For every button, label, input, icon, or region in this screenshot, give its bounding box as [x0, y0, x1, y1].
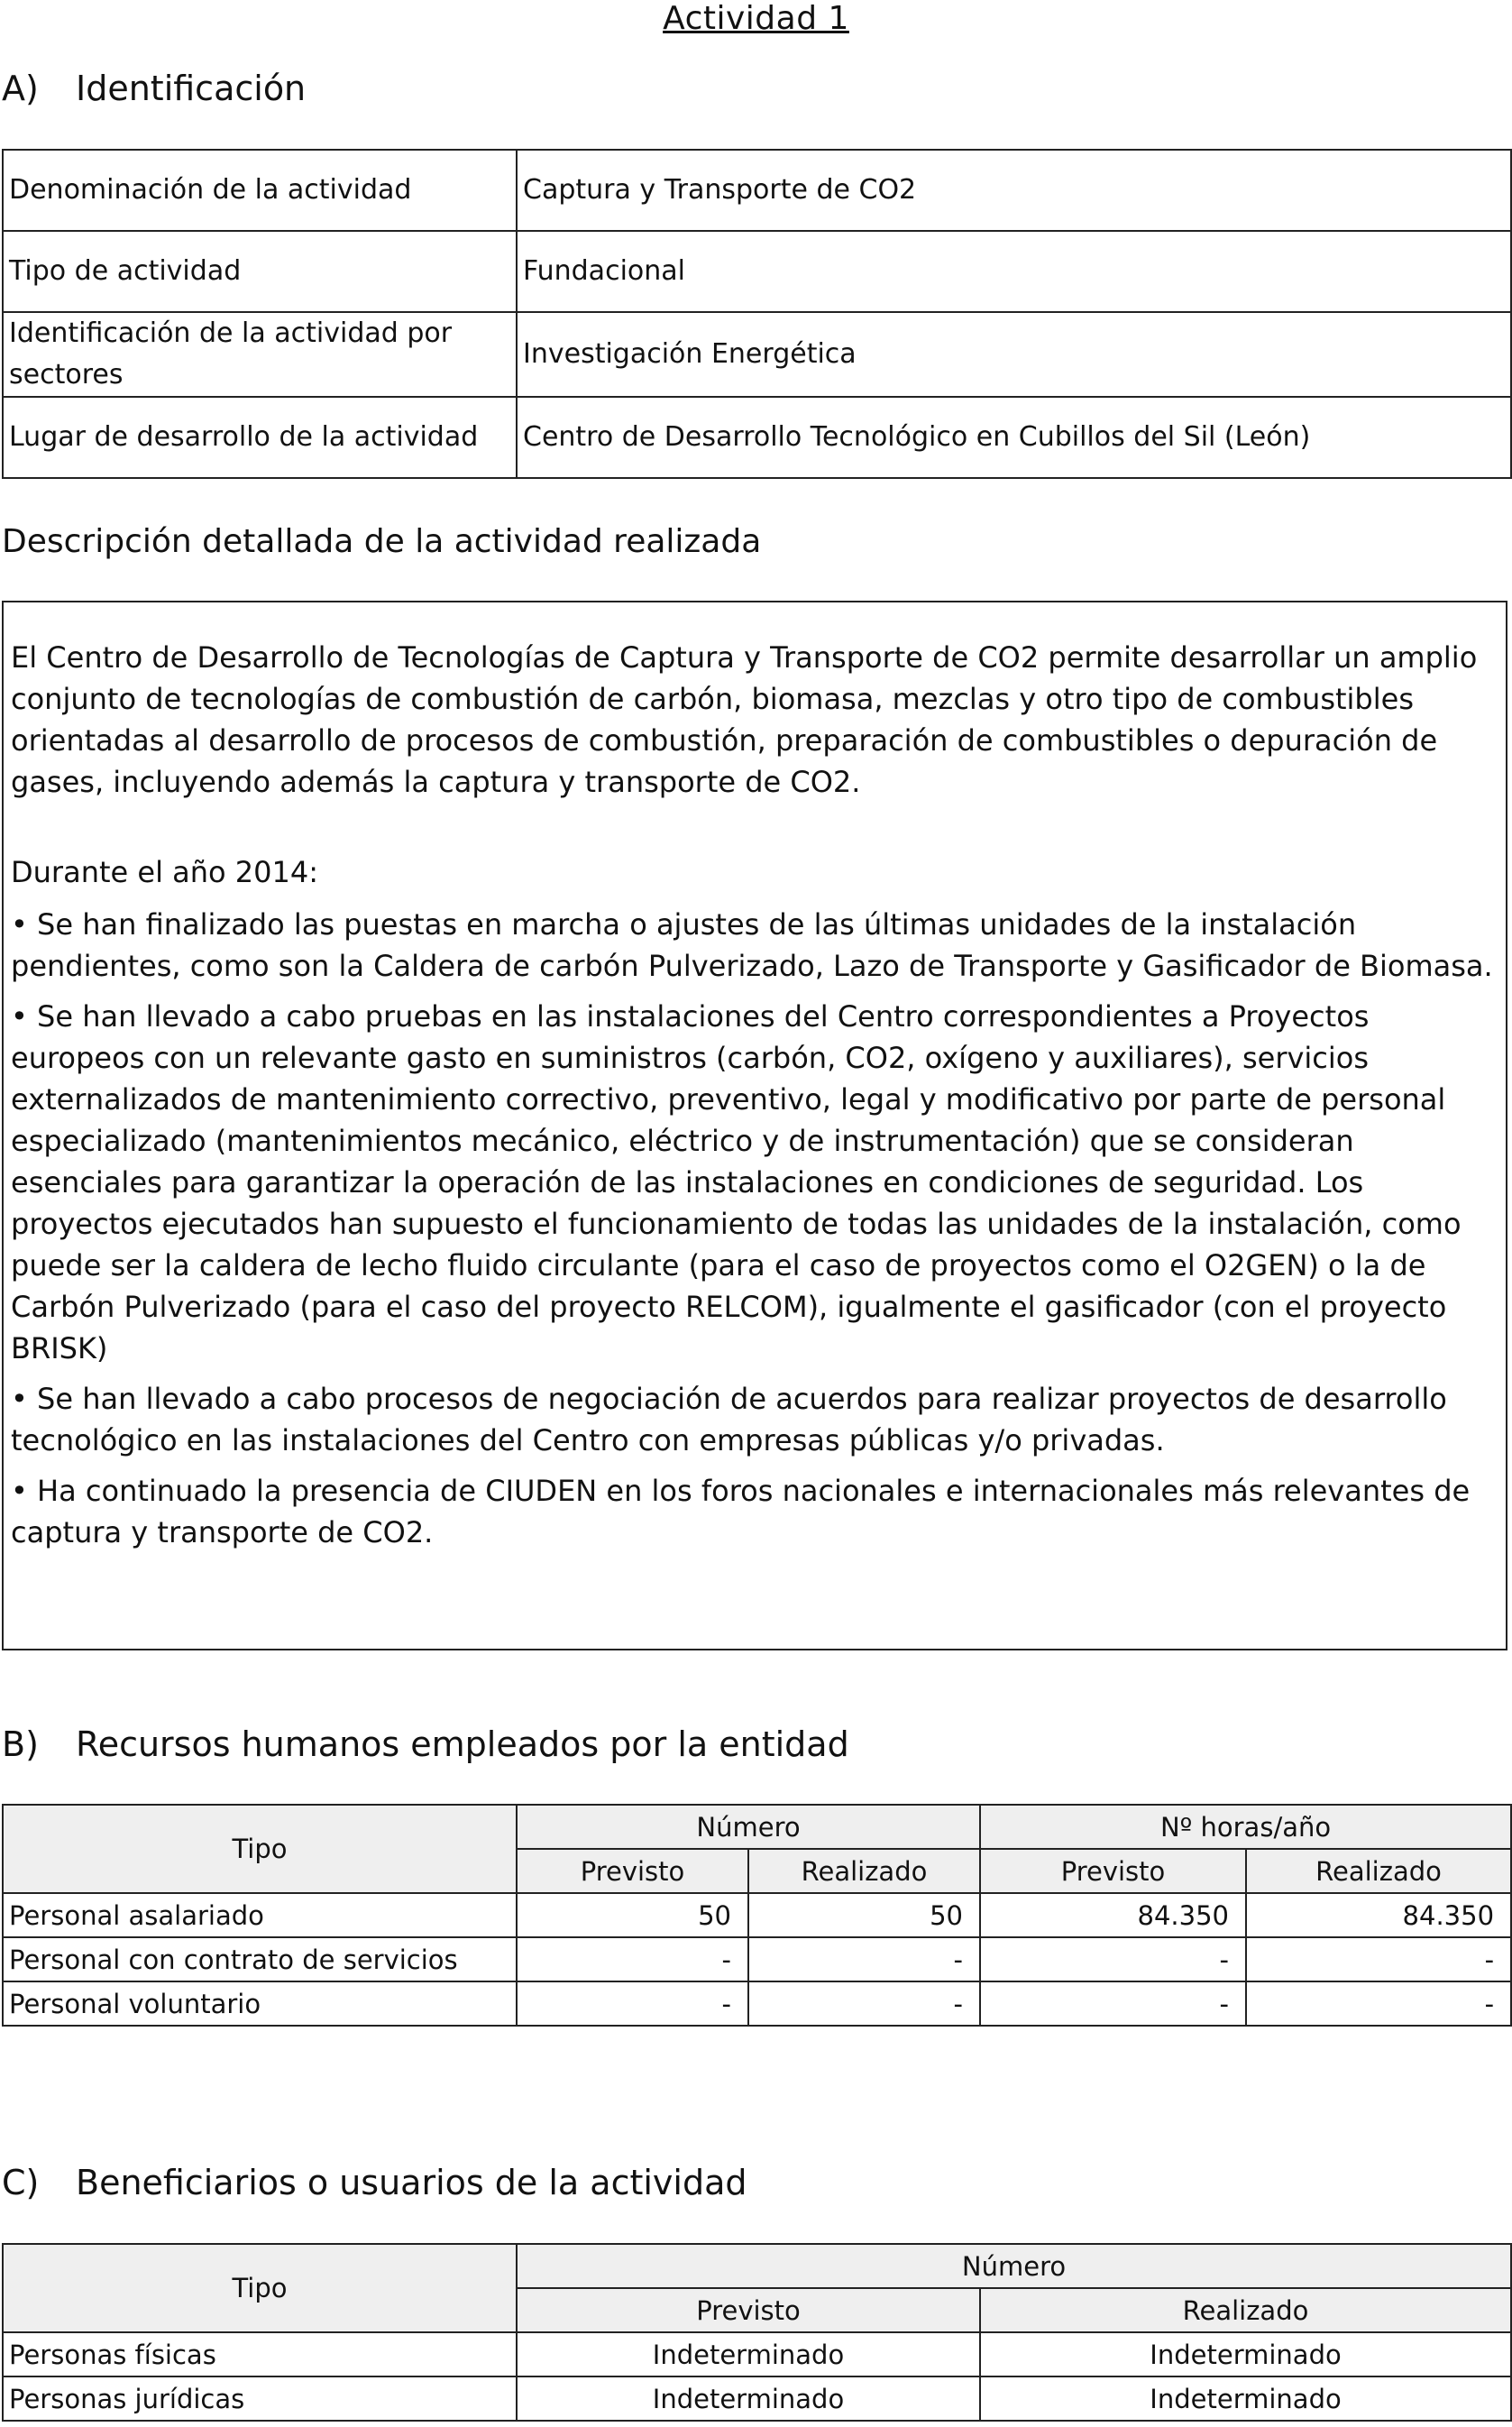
table-row — [3, 150, 1511, 231]
cell-horas-realizado: 84.350 — [1246, 1893, 1511, 1937]
resources-table — [2, 1804, 1512, 2027]
cell-horas-realizado: - — [1246, 1937, 1511, 1981]
ident-value: Investigación Energética — [517, 312, 1511, 397]
row-tipo: Personas jurídicas — [3, 2376, 517, 2421]
section-b-letter: B) — [2, 1724, 39, 1764]
description-year-line: Durante el año 2014: — [11, 855, 318, 889]
table-row — [3, 231, 1511, 312]
description-bullet: • Se han llevado a cabo procesos de negociación de acuerdos para realizar proyectos de desarrollo tecnológico en las instalaciones del Centro con empresas públicas y/o privadas. — [11, 1382, 1447, 1457]
cell-num-realizado: - — [748, 1937, 980, 1981]
ident-label: Tipo de actividad — [3, 231, 517, 312]
section-a-heading — [2, 69, 306, 108]
column-header-realizado: Realizado — [980, 2288, 1511, 2332]
section-c-letter: C) — [2, 2163, 40, 2202]
table-row — [3, 1981, 1511, 2026]
description-box — [2, 601, 1507, 1650]
beneficiaries-table — [2, 2243, 1512, 2422]
cell-horas-realizado: - — [1246, 1981, 1511, 2026]
ident-value: Centro de Desarrollo Tecnológico en Cubillos del Sil (León) — [517, 397, 1511, 478]
column-header-previsto: Previsto — [980, 1849, 1246, 1893]
cell-num-previsto: 50 — [517, 1893, 748, 1937]
section-b-heading — [2, 1724, 849, 1764]
table-header-row — [3, 2244, 1511, 2288]
table-row — [3, 2332, 1511, 2376]
cell-previsto: Indeterminado — [517, 2332, 980, 2376]
identification-table — [2, 149, 1512, 479]
ident-label: Denominación de la actividad — [3, 150, 517, 231]
ident-value: Fundacional — [517, 231, 1511, 312]
description-bullet: • Se han llevado a cabo pruebas en las instalaciones del Centro correspondientes a Proyectos europeos con un relevante gasto en suministros (carbón, CO2, oxígeno y auxiliares), servicios externalizados de mantenimiento correctivo, preventivo, legal y modificativo por parte de personal especializado (mantenimientos mecánico, eléctrico y de instrumentación) que se consideran esenciales para garantizar la operación de las instalaciones en condiciones de seguridad. Los proyectos ejecutados han supuesto el funcionamiento de todas las unidades de la instalación, como puede ser la caldera de lecho fluido circulante (para el caso de proyectos como el O2GEN) o la de Carbón Pulverizado (para el caso del proyecto RELCOM), igualmente el gasificador (con el proyecto BRISK) — [11, 999, 1462, 1365]
description-intro: El Centro de Desarrollo de Tecnologías de Captura y Transporte de CO2 permite desarrollar un amplio conjunto de tecnologías de combustión de carbón, biomasa, mezclas y otro tipo de combustibles orientadas al desarrollo de procesos de combustión, preparación de combustibles o depuración de gases, incluyendo además la captura y transporte de CO2. — [11, 640, 1478, 799]
section-c-heading — [2, 2163, 747, 2202]
page-title: Actividad 1 — [663, 0, 849, 37]
cell-num-previsto: - — [517, 1937, 748, 1981]
table-header-row — [3, 1805, 1511, 1849]
table-row — [3, 397, 1511, 478]
column-header-horas: Nº horas/año — [980, 1805, 1511, 1849]
description-bullet: • Ha continuado la presencia de CIUDEN en los foros nacionales e internacionales más relevantes de captura y transporte de CO2. — [11, 1474, 1471, 1549]
table-row — [3, 2376, 1511, 2421]
column-header-tipo: Tipo — [3, 2244, 517, 2332]
cell-horas-previsto: - — [980, 1937, 1246, 1981]
column-header-numero: Número — [517, 1805, 980, 1849]
ident-label: Identificación de la actividad por sectores — [3, 312, 517, 397]
description-bullet: • Se han finalizado las puestas en marcha o ajustes de las últimas unidades de la instalación pendientes, como son la Caldera de carbón Pulverizado, Lazo de Transporte y Gasificador de Biomasa. — [11, 907, 1493, 983]
cell-realizado: Indeterminado — [980, 2332, 1511, 2376]
column-header-tipo: Tipo — [3, 1805, 517, 1893]
section-c-title: Beneficiarios o usuarios de la actividad — [76, 2163, 747, 2202]
cell-horas-previsto: - — [980, 1981, 1246, 2026]
ident-label: Lugar de desarrollo de la actividad — [3, 397, 517, 478]
row-tipo: Personal con contrato de servicios — [3, 1937, 517, 1981]
cell-realizado: Indeterminado — [980, 2376, 1511, 2421]
cell-num-realizado: 50 — [748, 1893, 980, 1937]
table-row — [3, 312, 1511, 397]
section-a-letter: A) — [2, 69, 39, 108]
row-tipo: Personal asalariado — [3, 1893, 517, 1937]
table-row — [3, 1937, 1511, 1981]
column-header-realizado: Realizado — [748, 1849, 980, 1893]
column-header-previsto: Previsto — [517, 2288, 980, 2332]
cell-num-realizado: - — [748, 1981, 980, 2026]
cell-previsto: Indeterminado — [517, 2376, 980, 2421]
cell-horas-previsto: 84.350 — [980, 1893, 1246, 1937]
row-tipo: Personas físicas — [3, 2332, 517, 2376]
section-a-title: Identificación — [76, 69, 307, 108]
table-row — [3, 1893, 1511, 1937]
section-b-title: Recursos humanos empleados por la entidad — [76, 1724, 849, 1764]
row-tipo: Personal voluntario — [3, 1981, 517, 2026]
cell-num-previsto: - — [517, 1981, 748, 2026]
description-heading: Descripción detallada de la actividad realizada — [2, 523, 762, 560]
column-header-realizado: Realizado — [1246, 1849, 1511, 1893]
ident-value: Captura y Transporte de CO2 — [517, 150, 1511, 231]
column-header-previsto: Previsto — [517, 1849, 748, 1893]
column-header-numero: Número — [517, 2244, 1511, 2288]
